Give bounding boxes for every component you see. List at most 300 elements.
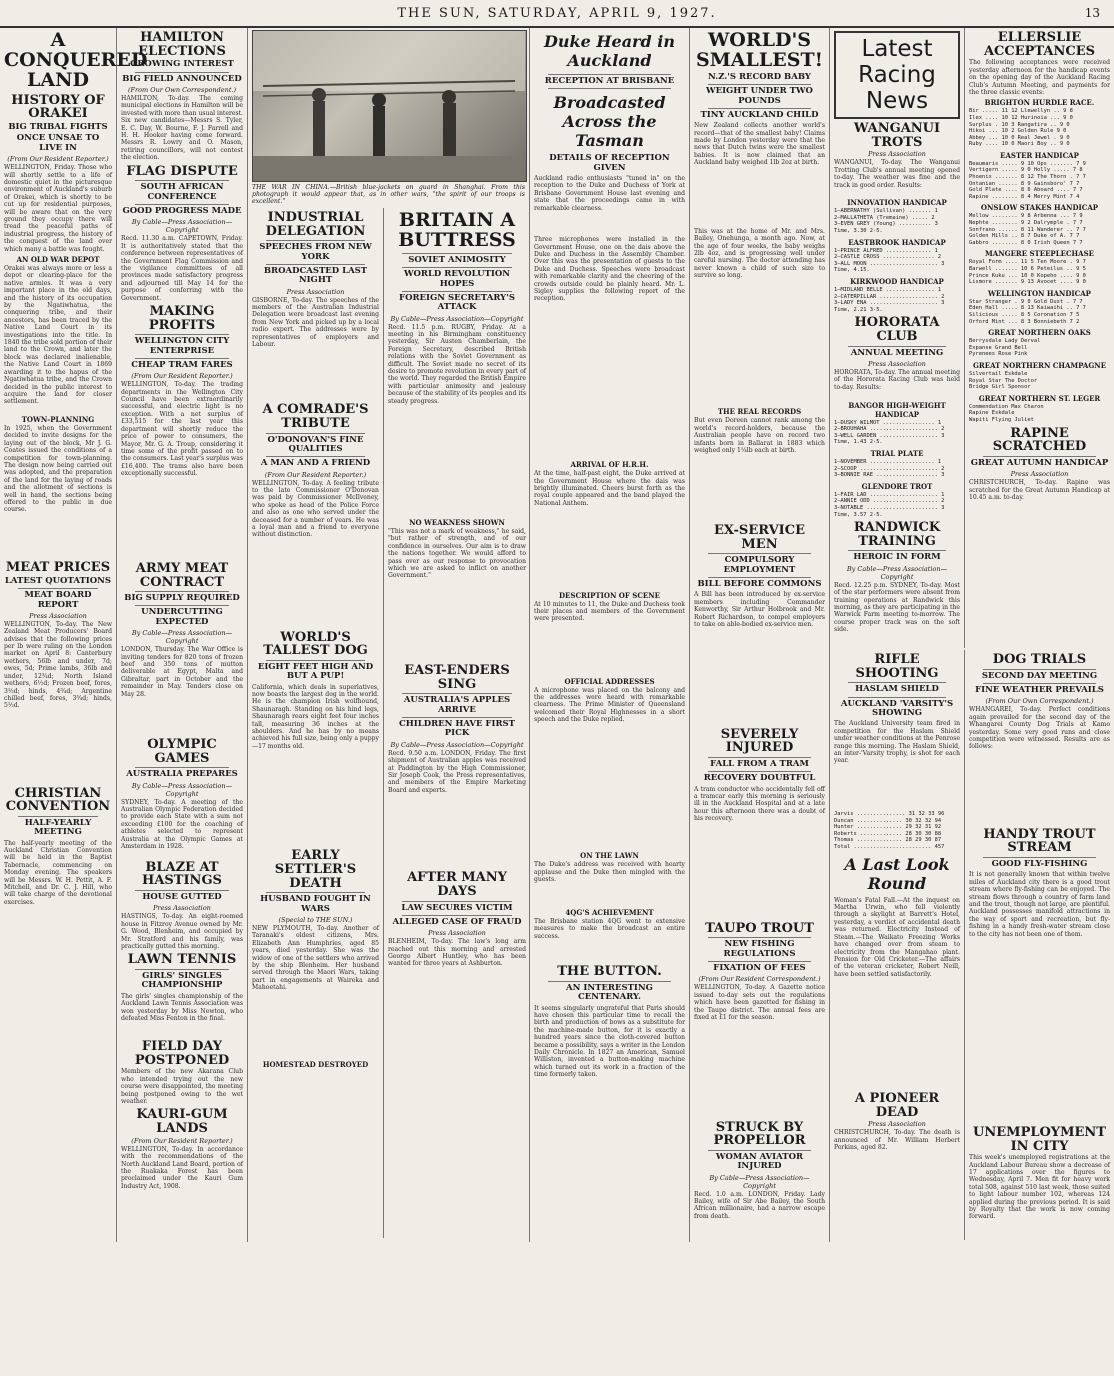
- headline: A Last Look Round: [844, 854, 950, 893]
- section-heading: GLENDORE TROT: [861, 481, 933, 491]
- headline: ELLERSLIE ACCEPTANCES: [983, 30, 1096, 59]
- subheadline: ONCE UNSAE TO LIVE IN: [16, 133, 100, 153]
- divider: [266, 660, 365, 661]
- results-table: [969, 161, 1110, 201]
- results-row: 3—ALL MOON ..................... 3: [834, 260, 945, 267]
- results-row: Jarvis ............... 31 32 33 96: [834, 811, 945, 818]
- section-heading: BANGOR HIGH-WEIGHT HANDICAP: [848, 400, 946, 419]
- section-heading: GREAT NORTHERN ST. LEGER: [978, 393, 1101, 403]
- subheadline: N.Z.'S RECORD BABY: [708, 71, 811, 82]
- section-heading: EASTBROOK HANDICAP: [848, 237, 946, 247]
- section-heading: THE REAL RECORDS: [717, 407, 802, 417]
- article-text: LONDON, Thursday. The War Office is inviting tenders for 820 tons of frozen beef and 350 tons of mutton deliverable at Egypt, Malta and Gibraltar, part in October and the remainder in May. Tenders close on May 28.: [121, 646, 243, 698]
- byline: By Cable—Press Association—Copyright: [131, 781, 233, 798]
- results-row: Orford Mint ... 8 3 Bonniebeth 7 2: [969, 318, 1080, 325]
- results-row: 3—LADY ENA ..................... 3: [834, 300, 945, 307]
- article-text: WELLINGTON, To-day. A feeling tribute to the late Commissioner O'Donovan was paid by Commissioner McIlveney, who spoke as head of the Police Force and also as one who served under the deceased for a number of years. He was a loyal man and a friend to everyone without distinction.: [252, 479, 379, 539]
- section-heading: GREAT NORTHERN OAKS: [988, 328, 1091, 338]
- headline: FLAG DISPUTE: [126, 163, 238, 179]
- divider: [708, 553, 811, 554]
- divider: [266, 264, 365, 265]
- headline: STRUCK BY PROPELLOR: [713, 1119, 806, 1149]
- article-text: The Auckland University team fired in competition for the Haslam Shield under weather conditions at the Penrose range this morning. The Haslam Shield, an inter-'Varsity trophy, is shot for each year.: [834, 720, 961, 765]
- results-row: 1—FAIR LAD ..................... 1: [834, 491, 945, 498]
- divider: [135, 767, 229, 768]
- article-text: The Brisbane station 4QG went to extensive measures to make the broadcast an entire success.: [534, 917, 685, 940]
- article-text: At the time, half-past eight, the Duke arrived at the Government House where the dais was brightly illuminated. Cheers burst forth as the royal couple appeared and the band played the National Anthem.: [534, 470, 685, 507]
- subheadline: TINY AUCKLAND CHILD: [700, 109, 819, 120]
- divider: [135, 204, 229, 205]
- subheadline: LAW SECURES VICTIM: [401, 902, 513, 913]
- article-text: "This was not a mark of weakness," he said, "but rather of strength, and of our confidence in ourselves. Our aim is to draw the nations together. We would afford to pass over as our response to provocation which we are asked to inflict on another Government.": [388, 527, 526, 580]
- headline: BLAZE AT HASTINGS: [142, 859, 222, 889]
- headline: KAURI-GUM LANDS: [136, 1107, 228, 1137]
- results-row: Phoenix ....... 8 12 The Thorn . 7 7: [969, 174, 1086, 181]
- byline: (From Our Resident Reporter.): [131, 1136, 233, 1145]
- subheadline: BIG TRIBAL FIGHTS: [8, 122, 108, 133]
- divider: [135, 890, 229, 891]
- subheadline: LATEST QUOTATIONS: [4, 575, 112, 586]
- headline: AFTER MANY DAYS: [407, 870, 507, 899]
- photo-block: [248, 28, 529, 210]
- article-text: Auckland radio enthusiasts "tuned in" on the reception to the Duke and Duchess of York at Brisbane Government House last evening and state that the proceedings came in with remarkable clearness.: [534, 175, 685, 212]
- results-row: Rapine ........ 8 4 Merry Mint 7 4: [969, 193, 1080, 200]
- results-row: Hunter .............. 29 32 31 92: [834, 824, 942, 831]
- article-text: The following acceptances were received yesterday afternoon for the handicap events on the opening day of the Auckland Racing Club's Autumn Meeting, and payments for the three classic events:: [969, 59, 1110, 96]
- results-row: Duncan .............. 30 32 32 94: [834, 817, 942, 824]
- article-text: CHRISTCHURCH, To-day. The death is announced of Mr. William Herbert Perkins, aged 82.: [834, 1129, 960, 1152]
- subheadline: HALF-YEARLY MEETING: [24, 817, 92, 838]
- subheadline: FIXATION OF FEES: [713, 963, 806, 974]
- divider: [402, 717, 512, 718]
- byline: By Cable—Press Association—Copyright: [131, 629, 233, 646]
- divider: [848, 346, 946, 347]
- results-row: 2—CATERPILLAR .................. 2: [834, 293, 945, 300]
- results-row: Pyrenees Rose Pink: [969, 351, 1028, 358]
- results-table: [969, 404, 1110, 424]
- byline: (From Our Resident Correspondent.): [698, 975, 821, 984]
- headline: A COMRADE'S TRIBUTE: [262, 402, 369, 431]
- headline: RANDWICK TRAINING: [853, 520, 941, 549]
- results-row: Ruby .... 10 0 Maori Boy .. 9 0: [969, 141, 1070, 148]
- subheadline: MEAT BOARD REPORT: [24, 590, 92, 610]
- subheadline: AUCKLAND 'VARSITY'S SHOWING: [840, 698, 954, 718]
- results-row: Nephte ........ 9 2 Dalrymple . 7 7: [969, 220, 1083, 227]
- headline: DOG TRIALS: [992, 652, 1087, 667]
- divider: [983, 683, 1096, 684]
- results-table: [834, 420, 960, 446]
- headline: EAST-ENDERS SING: [404, 663, 510, 692]
- results-row: Sonfrano ...... 8 11 Wanderer .. 7 7: [969, 226, 1086, 233]
- results-row: 2—ANNIE ODD .................... 2: [834, 498, 945, 505]
- subheadline: WELLINGTON CITY ENTERPRISE: [134, 336, 230, 356]
- results-row: 2—CASTLE CROSS ................ 2: [834, 254, 942, 261]
- headline: ARMY MEAT CONTRACT: [135, 560, 229, 590]
- subheadline: SECOND DAY MEETING: [981, 670, 1098, 681]
- byline: (From Our Resident Reporter.): [131, 372, 233, 381]
- results-row: Thomas .............. 28 29 30 87: [834, 837, 942, 844]
- subheadline: FALL FROM A TRAM: [710, 758, 809, 769]
- subheadline: BROADCASTED LAST NIGHT: [263, 265, 368, 286]
- results-row: Rapine Eskdale: [969, 410, 1015, 417]
- article-text: Recd. 9.50 a.m. LONDON, Friday. The first shipment of Australian apples was received at Paddington by the High Commissioner, Sir Joseph Cook, the Press representatives, and members of the Empire Marketing Board and experts.: [388, 749, 526, 794]
- subheadline: WOMAN AVIATOR INJURED: [715, 1151, 804, 1172]
- column-3-wrapper: [248, 28, 530, 1242]
- subheadline: AN INTERESTING CENTENARY.: [566, 982, 653, 1003]
- results-row: Berrysdale Lady Derval: [969, 338, 1041, 345]
- results-row: 2—BROUHAHA ..................... 2: [834, 426, 945, 433]
- newspaper-title: THE SUN, SATURDAY, APRIL 9, 1927.: [397, 6, 717, 21]
- headline: FIELD DAY POSTPONED: [134, 1039, 230, 1068]
- divider: [402, 901, 512, 902]
- section-heading: GREAT NORTHERN CHAMPAGNE: [972, 360, 1107, 370]
- divider: [402, 291, 512, 292]
- subheadline: FINE WEATHER PREVAILS: [975, 684, 1104, 695]
- divider: [848, 697, 946, 698]
- headline: WORLD'S TALLEST DOG: [263, 629, 368, 659]
- article-text: Three microphones were installed in the Government House, one on the dais above the Duke and Duchess in the Assembly Chamber. Over this was the presentation of guests to the Duke and Duchess. Speeches were broadcast with remarkable clarity and the cheering of the crowds outside could be plainly heard. Mr. L. Sigley supplies the following report of the reception.: [534, 236, 685, 303]
- article-text: WELLINGTON, To-day. A Gazette notice issued to-day sets out the regulations which have been gazetted for fishing in the Taupo district. The annual fees are fixed at £1 for the season.: [694, 984, 825, 1021]
- divider: [402, 253, 512, 254]
- column-4: [530, 28, 690, 1242]
- headline: SEVERELY INJURED: [720, 726, 799, 756]
- headline: OLYMPIC GAMES: [147, 736, 217, 766]
- headline: CHRISTIAN CONVENTION: [5, 785, 111, 815]
- results-row: Silicious ..... 8 5 Coronation 7 5: [969, 311, 1080, 318]
- results-row: Expanse Grand Bell: [969, 344, 1028, 351]
- divider: [266, 892, 365, 893]
- section-heading: HOMESTEAD DESTROYED: [262, 1060, 369, 1070]
- byline: By Cable—Press Association—Copyright: [390, 314, 524, 323]
- divider: [708, 577, 811, 578]
- headline: A PIONEER DEAD: [854, 1091, 940, 1120]
- article-text: Recd. 1.0 a.m. LONDON, Friday. Lady Bailey, wife of Sir Abe Bailey, the South African millionaire, had a narrow escape from death.: [694, 1190, 825, 1220]
- headline: UNEMPLOYMENT IN CITY: [973, 1124, 1106, 1154]
- results-table: [834, 248, 960, 274]
- results-row: Vertigern ..... 9 0 Holly ..... 7 8: [969, 167, 1083, 174]
- article-text: HAMILTON, To-day. The coming municipal elections in Hamilton will be invested with more than usual interest. Six new candidates—Messrs S. Tyler, E. C. Day, W. Bourne, F. J. Farrell and H. H. Hooker having come forward. Messrs R. Lowry and O. Mason, retiring councillors, will not contest the election.: [121, 94, 243, 162]
- section-heading: NO WEAKNESS SHOWN: [409, 517, 505, 527]
- results-row: Eden Hall ..... 8 13 Kaiwaihi .. 7 7: [969, 305, 1086, 312]
- masthead: [0, 0, 1114, 28]
- results-row: 1—PRINCE ALFRED .............. 1: [834, 247, 938, 254]
- article-text: New Zealand collects another world's record—that of the smallest baby! Claims made by London yesterday were that the news that Dutch twins were the smallest babies. It is now claimed that an Auckland baby weighed 1lb 2oz at birth.: [694, 122, 825, 167]
- article-text: It seems singularly ungrateful that Paris should have chosen this particular time to recall the birth and production of bows as a substitute for the machine-made button, for it is exactly a hundred years since the cloth-covered button became a possibility, says a writer in the London Daily Chronicle. In 1827 an American, Samuel Williston, invented a button-making machine which turned out its work in a fraction of the time formerly taken.: [534, 1004, 685, 1079]
- article-text: WELLINGTON, To-day. In accordance with the recommendations of the North Auckland Land Board, portion of the Ruakaka Forest has been proclaimed under the Kauri Gum Industry Act, 1908.: [121, 1145, 243, 1190]
- results-table: [834, 492, 960, 518]
- subheadline: SOUTH AFRICAN CONFERENCE: [140, 182, 224, 202]
- column-1: [0, 28, 148, 1242]
- results-row: Ontanian ...... 8 9 Gainsboro' 7 7: [969, 180, 1080, 187]
- article-text: WELLINGTON, Friday. Those who will shortly settle to a life of domestic quiet in the picturesque environment of Auckland's suburb of Orakei, which is shortly to be cut up for residential purposes, will be aware that on the very ground they occupy there will tread the peaceful paths of industrial progress, the history of the conquest of the land over which many a battle was fought.: [4, 164, 112, 253]
- divider: [708, 771, 811, 772]
- subheadline: UNDERCUTTING EXPECTED: [141, 607, 223, 627]
- results-table: [834, 208, 960, 234]
- article-text: This week's unemployed registrations at the Auckland Labour Bureau show a decrease of 17 applications over the figures to Wednesday, April 7. Men fit for heavy work total 508, against 510 last week, those suited to light labour number 102, whereas 124 applied during the previous period. It is said by Royalty that the work is now coming forward.: [969, 1154, 1110, 1221]
- byline: Press Association: [428, 929, 486, 938]
- headline: WANGANUI TROTS: [853, 121, 941, 150]
- sailors-photo-icon: [253, 31, 525, 181]
- subheadline: O'DONOVAN'S FINE QUALITIES: [267, 434, 364, 454]
- divider: [135, 591, 229, 592]
- divider: [135, 334, 229, 335]
- article-text: Recd. 12.25 p.m. SYDNEY, To-day. Most of the star performers were absent from training operations at Randwick this morning, as they are participating in the Warwick Farm meeting to-morrow. The course proper track was on the soft side.: [834, 581, 960, 634]
- article-text: Recd. 11.30 a.m. CAPETOWN, Friday. It is authoritatively stated that the conference between representatives of the Government Flag Commission and the vigilance committees of all provinces made satisfactory progress and adjourned till May 14 for the purpose of conferring with the Government.: [121, 235, 243, 302]
- article-text: WELLINGTON, To-day. The New Zealand Meat Producers' Board advises that the following prices per lb were ruling on the London market on April 8: Canterbury wethers, 56lb and under, 7d; ewes, 5d; Prime lambs, 36lb and under, 12¾d; North Island wethers, 6½d; Frozen beef, fores, 3½d; hinds, 4¾d; Argentine chilled beef, fores, 3¾d; hinds, 5½d.: [4, 620, 112, 710]
- article-text: A Bill has been introduced by ex-service members including Commander Kenworthy, Sir Arthur Holbrook and Mr. Robert Richardson, to compel employers to take on able-bodied ex-service men.: [694, 591, 825, 628]
- results-row: Time, 2.21 3-5.: [834, 306, 883, 313]
- results-row: Gold Plate .... 8 6 Aboard .... 7 7: [969, 187, 1083, 194]
- section-heading: 4QG'S ACHIEVEMENT: [565, 907, 654, 917]
- divider: [402, 267, 512, 268]
- photo-caption: THE WAR IN CHINA.—British blue-jackets on guard in Shanghai. From this photograph it would appear that, as in other wars, "the spirit of our troops is excellent.": [252, 184, 525, 206]
- results-row: 3—EVEN GREY (Young) .......... 3: [834, 221, 938, 228]
- subheadline: FOREIGN SECRETARY'S ATTACK: [399, 292, 515, 313]
- subheadline: NEW FISHING REGULATIONS: [723, 939, 796, 959]
- results-row: Hikoi ... 10 2 Golden Rule 9 0: [969, 128, 1067, 135]
- subheadline: BIG SUPPLY REQUIRED: [124, 593, 240, 604]
- divider: [848, 682, 946, 683]
- headline: MAKING PROFITS: [148, 303, 216, 333]
- divider: [18, 588, 98, 589]
- results-row: Ilex .... 10 12 Hurinoia ... 9 0: [969, 114, 1073, 121]
- subheadline: WORLD REVOLUTION HOPES: [403, 269, 511, 289]
- headline: MEAT PRICES: [5, 560, 111, 576]
- article-text: CHRISTCHURCH, To-day. Rapine was scratched for the Great Autumn Handicap at 10.45 a.m. to-day.: [969, 479, 1110, 501]
- subheadline: BILL BEFORE COMMONS: [697, 579, 822, 589]
- divider: [548, 74, 671, 75]
- subheadline: ALLEGED CASE OF FRAUD: [392, 916, 522, 927]
- byline: By Cable—Press Association—Copyright: [390, 740, 524, 749]
- headline: LAWN TENNIS: [127, 952, 237, 968]
- results-row: Mellow ........ 9 8 Arbenna ... 7 9: [969, 213, 1083, 220]
- subheadline: RECEPTION AT BRISBANE: [544, 76, 675, 86]
- headline: TAUPO TROUT: [705, 920, 814, 936]
- subheadline: GREAT AUTUMN HANDICAP: [970, 457, 1109, 468]
- column-7-lower: [965, 650, 1114, 1240]
- article-text: GISBORNE, To-day. The speeches of the members of the Australian Industrial Delegation were broadcast last evening from New York and picked up by a local radio expert. The addresses were by representatives of employers and Labour.: [252, 296, 379, 349]
- results-table: [969, 299, 1110, 325]
- article-text: But even Doreen cannot rank among the world's record-holders, because the Australian people have on record two infants born in Ballarat in 1883 which weighed only 1¼lb each at birth.: [694, 417, 825, 455]
- article-text: At 10 minutes to 11, the Duke and Duchess took their places and members of the Government were presented.: [534, 600, 685, 623]
- section-heading: TRIAL PLATE: [870, 449, 924, 458]
- results-row: Star Stranger . 9 0 Gold Dust . 7 7: [969, 298, 1083, 305]
- results-row: 3—WELL GARDEN .................. 3: [834, 432, 945, 439]
- byline: Press Association: [868, 360, 926, 369]
- subheadline: GIRLS' SINGLES CHAMPIONSHIP: [141, 971, 223, 991]
- article-text: Members of the new Akarana Club who intended trying out the new course were disappointed, the meeting being postponed owing to the wet weather.: [121, 1068, 243, 1106]
- byline: Press Association: [29, 611, 87, 620]
- byline: Press Association: [1010, 470, 1069, 479]
- divider: [708, 961, 811, 962]
- results-table: [969, 371, 1110, 391]
- headline: HANDY TROUT STREAM: [983, 826, 1096, 856]
- section-heading: ARRIVAL OF H.R.H.: [570, 460, 649, 470]
- article-text: It is not generally known that within twelve miles of Auckland city there is a good trout stream where fly-fishing can be enjoyed. The stream flows through a country of farm land and the trout, though not large, are plentiful. Auckland possesses manifold attractions in the way of sport and recreation, but fly-fishing in a handy fresh-water stream close to the city has not been one of them.: [969, 871, 1110, 938]
- subheadline: AUSTRALIA'S APPLES ARRIVE: [403, 695, 511, 715]
- article-text: The half-yearly meeting of the Auckland Christian Convention will be held in the Baptist Tabernacle, commencing on Monday evening. The speakers will be Messrs. W. H. Pettit, A. F. Mitchell, and Dr. C. J. Hill, who will take charge of the devotional exercises.: [4, 839, 112, 906]
- subheadline: WEIGHT UNDER TWO POUNDS: [706, 86, 813, 106]
- article-text: Woman's Fatal Fall.—At the inquest on Martha Urwin, who fell violently through a skylight at Barrett's Hotel, yesterday, a verdict of accidental death was returned. Electricity Instead of Steam.—The Waikato Freezing Works have changed over from steam to electricity from the Mangahao plant. Pension for Old Cricketer.—The affairs of the veteran cricketer, Robert Neill, have been settled satisfactorily.: [834, 896, 960, 978]
- headline: Duke Heard in Auckland: [544, 32, 675, 70]
- results-row: Royal Star The Doctor: [969, 377, 1038, 384]
- column-3a: [248, 208, 384, 1238]
- byline: Press Association: [868, 1120, 926, 1129]
- results-row: Bir ..... 11 12 Llewellyn .. 9 8: [969, 108, 1073, 115]
- section-heading: AN OLD WAR DEPOT: [16, 255, 100, 264]
- article-text: A tram conductor who accidentally fell off a tramcar early this morning is seriously ill in the Auckland Hospital and at a late hour this afternoon there was a doubt of his recovery.: [694, 785, 825, 823]
- headline: RIFLE SHOOTING: [855, 652, 939, 681]
- subheadline: SOVIET ANIMOSITY: [408, 254, 506, 265]
- subheadline: EIGHT FEET HIGH AND BUT A PUP!: [257, 661, 374, 682]
- article-text: HORORATA, To-day. The annual meeting of the Hororata Racing Club was held to-day. Results:: [834, 369, 960, 391]
- divider: [708, 84, 811, 85]
- byline: (From Our Own Correspondent.): [985, 697, 1094, 706]
- headline: HISTORY OF ORAKEI: [11, 92, 105, 122]
- article-text: BLENHEIM, To-day. The law's long arm reached out this morning and arrested George Albert Huntley, who has been wanted for three years at Ashburton.: [388, 938, 526, 968]
- headline: INDUSTRIAL DELEGATION: [265, 210, 366, 239]
- headline: HAMILTON ELECTIONS: [138, 30, 226, 59]
- divider: [708, 108, 811, 109]
- results-row: 1—DUSKY WILMOT ................ 1: [834, 419, 942, 426]
- subheadline: GROWING INTEREST: [130, 59, 234, 70]
- headline: HORORATA CLUB: [854, 315, 940, 345]
- subheadline: HUSBAND FOUGHT IN WARS: [260, 894, 371, 914]
- column-6: [830, 28, 965, 648]
- article-text: Recd. 11.5 p.m. RUGBY, Friday. At a meeting in his Birmingham constituency yesterday, Sir Austen Chamberlain, the Foreign Secretary, described British relations with the Soviet Government as difficult. The Soviet made no secret of its desire to promote revolution in every part of the world. They regarded the British Empire with particular animosity and jealousy because of the stability of its peoples and its steady progress.: [388, 323, 526, 405]
- divider: [266, 240, 365, 241]
- column-5: [690, 28, 830, 1242]
- subheadline: HEROIC IN FORM: [853, 552, 941, 563]
- subheadline: COMPULSORY EMPLOYMENT: [723, 555, 796, 575]
- divider: [548, 981, 671, 982]
- column-6-wrapper: [830, 28, 1114, 1242]
- byline: Press Association: [868, 150, 926, 159]
- headline: WORLD'S SMALLEST!: [696, 29, 823, 71]
- results-row: Royal Form .... 11 5 Ten Moore . 9 7: [969, 259, 1086, 266]
- results-table: [969, 213, 1110, 246]
- article-text: The girls' singles championship of the Auckland Lawn Tennis Association was won yesterday by Miss Newton, who defeated Miss Fenton in the final.: [121, 992, 243, 1022]
- divider: [848, 550, 946, 551]
- section-heading: MANGERE STEEPLECHASE: [985, 249, 1094, 259]
- article-text: This was at the home of Mr. and Mrs. Bailey, Onehunga, a month ago. Now, at the age of four weeks, the baby weighs 2lb 4oz, and is progressing well under careful nursing. The doctor attending has never known a child of such size to survive so long.: [694, 227, 825, 280]
- divider: [18, 816, 98, 817]
- subheadline: RECOVERY DOUBTFUL: [703, 773, 816, 784]
- results-row: Time, 4.15.: [834, 267, 870, 274]
- divider: [708, 757, 811, 758]
- section-heading: ON THE LAWN: [580, 851, 639, 861]
- war-photo: [252, 30, 527, 182]
- headline: A CONQUERED LAND: [4, 29, 148, 91]
- subheadline: BIG FIELD ANNOUNCED: [122, 73, 242, 84]
- subheadline: Broadcasted Across the Tasman: [553, 93, 666, 151]
- results-row: Wapiti Flying Juliet: [969, 416, 1034, 423]
- section-heading: INNOVATION HANDICAP: [847, 198, 947, 208]
- subheadline: A MAN AND A FRIEND: [260, 458, 371, 469]
- divider: [548, 88, 671, 89]
- divider: [402, 915, 512, 916]
- divider: [266, 433, 365, 434]
- results-row: 1—MIDLAND BELLE ............... 1: [834, 287, 942, 294]
- divider: [135, 72, 229, 73]
- results-row: 2—MALLATHETA (Tremaine) ..... 2: [834, 214, 935, 221]
- column-7: [965, 28, 1114, 648]
- divider: [708, 1150, 811, 1151]
- subheadline: CHEAP TRAM FARES: [131, 359, 233, 370]
- column-3b: [384, 208, 530, 1238]
- byline: Press Association: [286, 287, 345, 296]
- article-text: WANGANUI, To-day. The Wanganui Trotting Club's annual meeting opened to-day. The weather was fine and the track in good order. Results:: [834, 159, 960, 189]
- results-row: 3—NOTABLE ...................... 3: [834, 504, 945, 511]
- results-table: [834, 459, 960, 479]
- divider: [983, 857, 1096, 858]
- results-row: Roberts ............. 28 30 30 88: [834, 830, 942, 837]
- results-row: Silvertail Eskdale: [969, 370, 1028, 377]
- article-text: In 1925, when the Government decided to invite designs for the laying out of the block, Mr J. G. Coates issued the conditions of a competition for town-planning. The design now being carried out was adopted, and the preparation of the land for the laying of roads and the allotment of sections is well in hand, the sections being offered to the public in due course.: [4, 425, 112, 514]
- headline: BRITAIN A BUTTRESS: [398, 209, 516, 251]
- article-text: HASTINGS, To-day. An eight-roomed house in Fitzroy Avenue owned by Mr. G. Wood, Blenheim, and occupied by Mr. Stratford and his family, was practically gutted this morning.: [121, 913, 243, 951]
- section-heading: TOWN-PLANNING: [21, 415, 95, 424]
- results-table: [969, 259, 1110, 285]
- section-heading: ONSLOW STAKES HANDICAP: [980, 203, 1099, 213]
- article-text: A microphone was placed on the balcony and the addresses were heard with remarkable clearness. The Prime Minister of Queensland welcomed their Royal Highnesses in a short speech and the Duke replied.: [534, 686, 685, 724]
- divider: [708, 937, 811, 938]
- subheadline: DETAILS OF RECEPTION GIVEN: [549, 153, 670, 173]
- divider: [135, 358, 229, 359]
- section-heading: EASTER HANDICAP: [1000, 150, 1079, 160]
- section-heading: DESCRIPTION OF SCENE: [558, 590, 660, 600]
- byline: (From Our Own Correspondent.): [127, 85, 237, 94]
- subheadline: HASLAM SHIELD: [855, 684, 939, 695]
- results-row: Golden Hills .. 8 7 Duke of A. 7 7: [969, 233, 1080, 240]
- headline: EX-SERVICE MEN: [714, 523, 805, 552]
- results-row: Lismore ....... 9 13 Avocet .... 9 0: [969, 279, 1086, 286]
- divider: [983, 669, 1096, 670]
- subheadline: GOOD PROGRESS MADE: [122, 205, 242, 216]
- results-table: [969, 108, 1110, 148]
- subheadline: ANNUAL MEETING: [850, 347, 944, 358]
- results-row: 1—NOVEMBER .................... 1: [834, 459, 942, 465]
- article-text: California, which deals in superlatives, now boasts the largest dog in the world. He is the champion Irish wolfhound, Shaunaragh. Standing on his hind legs, Shaunaragh rears eight feet four inches tall, measuring 36 inches at the shoulders. And he has by no means achieved his full size, being only a puppy—17 months old.: [252, 683, 379, 750]
- divider: [135, 605, 229, 606]
- article-text: The Duke's address was received with hearty applause and the Duke then mingled with the guests.: [534, 861, 685, 884]
- divider: [135, 180, 229, 181]
- section-heading: BRIGHTON HURDLE RACE.: [984, 98, 1095, 108]
- byline: (Special to THE SUN.): [278, 915, 353, 924]
- results-row: Time, 1.43 2-5.: [834, 439, 883, 446]
- results-row: 3—BONNIE RAE ................... 3: [834, 472, 945, 479]
- results-table: [834, 287, 960, 313]
- subheadline: GOOD FLY-FISHING: [991, 859, 1088, 869]
- results-table: [969, 338, 1110, 358]
- headline: THE BUTTON.: [557, 964, 662, 980]
- subheadline: SPEECHES FROM NEW YORK: [259, 242, 372, 262]
- results-row: Time, 3.57 2-5.: [834, 511, 883, 518]
- results-row: Barwell ....... 10 6 Peteilus .. 9 5: [969, 266, 1086, 272]
- results-row: Bridge Girl Sponsor: [969, 384, 1031, 391]
- section-heading: KIRKWOOD HANDICAP: [850, 277, 944, 287]
- results-row: Surplus . 10 3 Rangatira .. 9 0: [969, 121, 1070, 128]
- divider: [983, 456, 1096, 457]
- byline: (From Our Resident Reporter.): [264, 470, 367, 479]
- byline: (From Our Resident Reporter.): [7, 155, 109, 164]
- divider: [135, 969, 229, 970]
- divider: [266, 456, 365, 457]
- section-heading: OFFICIAL ADDRESSES: [564, 676, 655, 686]
- page-number: 13: [1084, 6, 1100, 20]
- headline: EARLY SETTLER'S DEATH: [274, 848, 357, 891]
- results-row: Abbey ... 10 0 Real Jewel . 9 0: [969, 134, 1070, 141]
